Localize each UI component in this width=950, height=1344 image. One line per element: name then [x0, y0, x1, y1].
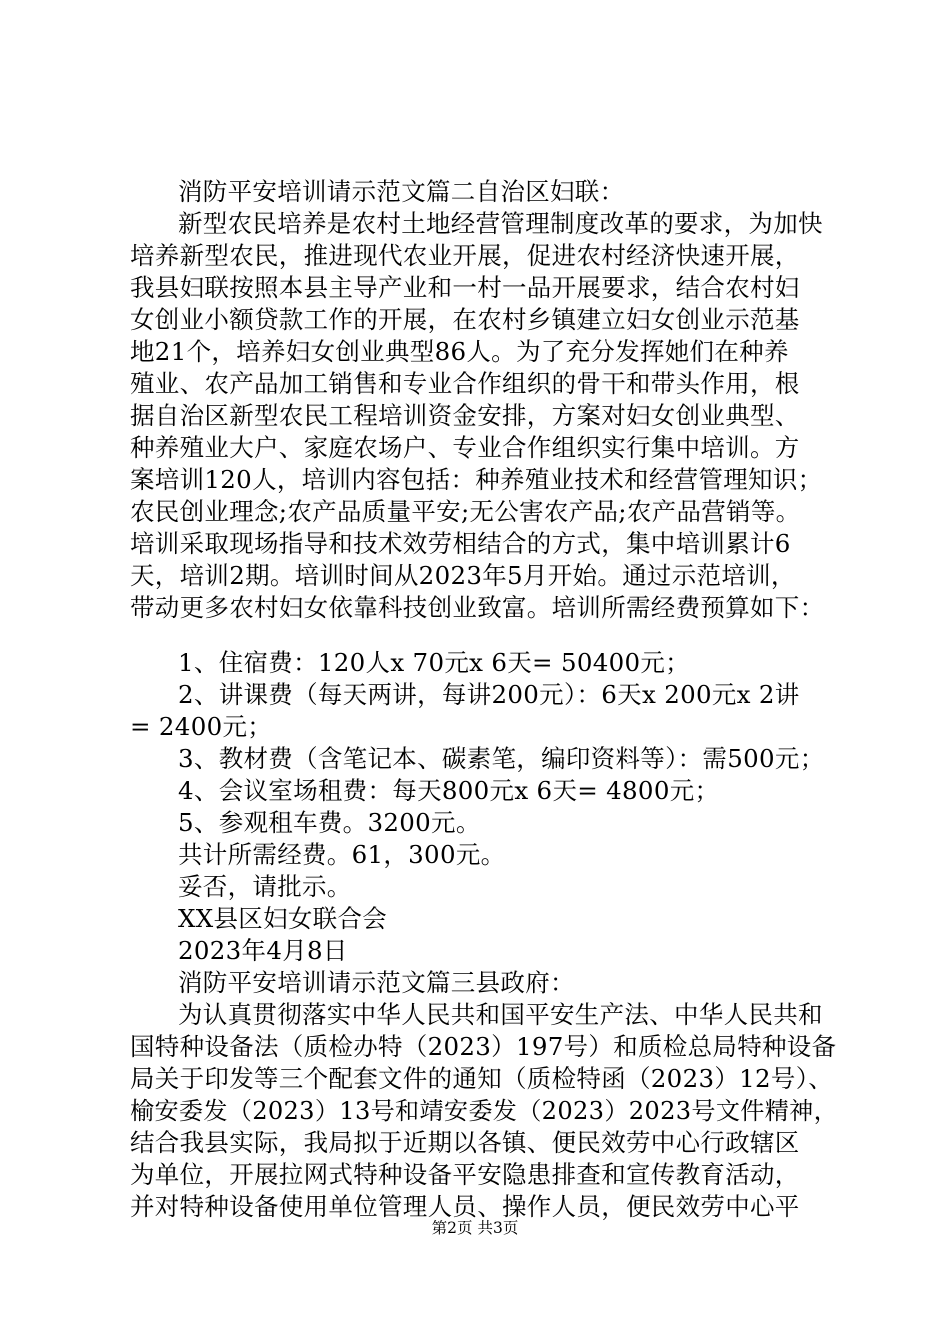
text-line: 女创业小额贷款工作的开展，在农村乡镇建立妇女创业示范基	[130, 305, 800, 334]
text-line: 局关于印发等三个配套文件的通知（质检特函（2023）12号）、	[130, 1064, 834, 1093]
text-line: 消防平安培训请示范文篇三县政府：	[178, 968, 575, 997]
text-line: 培养新型农民，推进现代农业开展，促进农村经济快速开展，	[130, 241, 800, 270]
budget-item: 1、住宿费：120人x 70元x 6天= 50400元；	[178, 648, 690, 677]
budget-item: 3、教材费（含笔记本、碳素笔，编印资料等）：需500元；	[178, 744, 825, 773]
budget-item: 5、参观租车费。3200元。	[178, 808, 481, 837]
text-line: 新型农民培养是农村土地经营管理制度改革的要求，为加快	[178, 209, 823, 238]
text-line: 并对特种设备使用单位管理人员、操作人员，便民效劳中心平	[130, 1192, 800, 1221]
text-line: 我县妇联按照本县主导产业和一村一品开展要求，结合农村妇	[130, 273, 800, 302]
text-line: 结合我县实际，我局拟于近期以各镇、便民效劳中心行政辖区	[130, 1128, 800, 1157]
approval-request: 妥否，请批示。	[178, 872, 352, 901]
text-line: 据自治区新型农民工程培训资金安排，方案对妇女创业典型、	[130, 401, 800, 430]
text-line: 国特种设备法（质检办特（2023）197号）和质检总局特种设备	[130, 1032, 837, 1061]
text-line: 为单位，开展拉网式特种设备平安隐患排查和宣传教育活动，	[130, 1160, 800, 1189]
text-line: 天，培训2期。培训时间从2023年5月开始。通过示范培训，	[130, 561, 796, 590]
text-line: 消防平安培训请示范文篇二自治区妇联：	[178, 177, 625, 206]
text-line: 培训采取现场指导和技术效劳相结合的方式，集中培训累计6	[130, 529, 791, 558]
budget-item: = 2400元；	[130, 712, 273, 741]
date-line: 2023年4月8日	[178, 936, 348, 965]
budget-total: 共计所需经费。61，300元。	[178, 840, 506, 869]
text-line: 案培训120人，培训内容包括：种养殖业技术和经营管理知识；	[130, 465, 823, 494]
budget-item: 2、讲课费（每天两讲，每讲200元）：6天x 200元x 2讲	[178, 680, 800, 709]
text-line: 农民创业理念;农产品质量平安;无公害农产品;农产品营销等。	[130, 497, 801, 526]
text-line: 带动更多农村妇女依靠科技创业致富。培训所需经费预算如下：	[130, 593, 825, 622]
text-line: 殖业、农产品加工销售和专业合作组织的骨干和带头作用，根	[130, 369, 800, 398]
page-footer: 第2页 共3页	[431, 1219, 519, 1237]
text-line: 为认真贯彻落实中华人民共和国平安生产法、中华人民共和	[178, 1000, 823, 1029]
budget-item: 4、会议室场租费：每天800元x 6天= 4800元；	[178, 776, 720, 805]
text-line: 榆安委发（2023）13号和靖安委发（2023）2023号文件精神，	[130, 1097, 839, 1125]
text-line: 种养殖业大户、家庭农场户、专业合作组织实行集中培训。方	[130, 433, 800, 462]
signatory: XX县区妇女联合会	[178, 904, 388, 933]
text-line: 地21个，培养妇女创业典型86人。为了充分发挥她们在种养	[130, 337, 789, 366]
